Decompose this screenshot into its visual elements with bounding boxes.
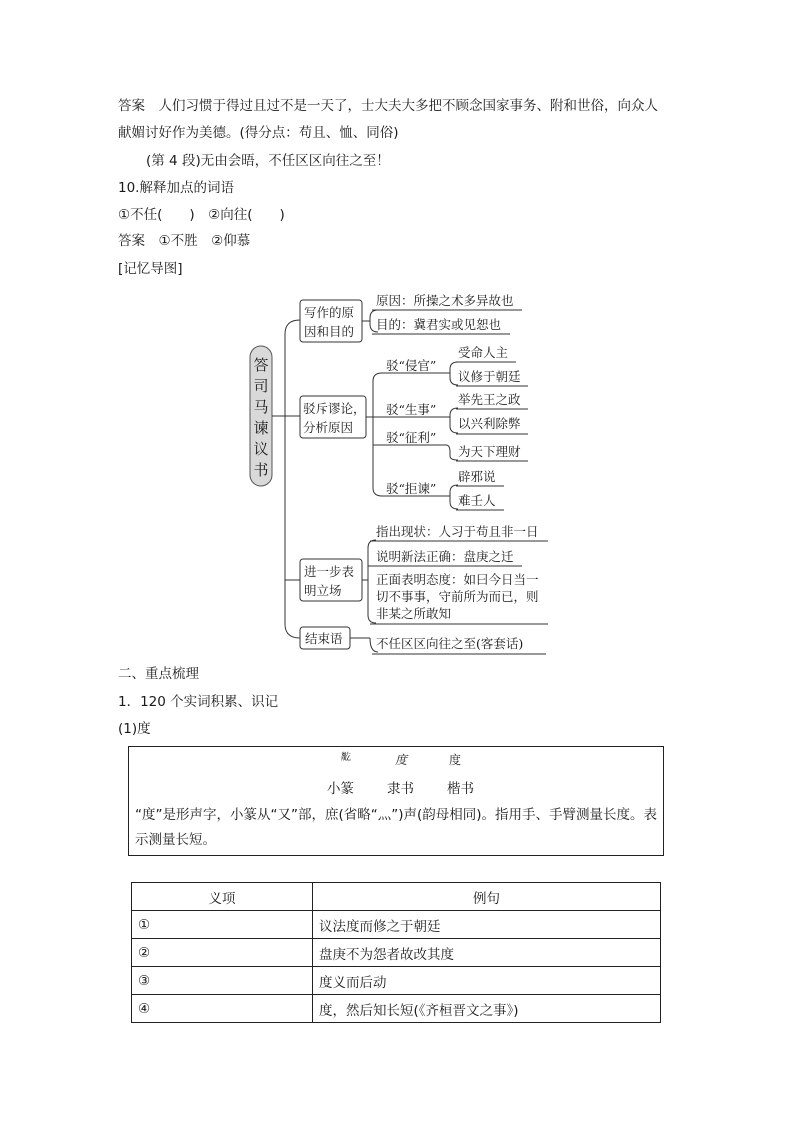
- row-2-example: 盘庚不为怨者故改其度: [313, 939, 661, 967]
- row-3-example: 度义而后动: [313, 967, 661, 995]
- memory-map-label: [记忆导图]: [118, 261, 183, 277]
- header-meaning: 义项: [132, 883, 313, 911]
- row-2-index: ②: [132, 939, 313, 967]
- leaf-taidu-3: 非某之所敢知: [376, 606, 452, 621]
- leaf-ketaohua: 不任区区向往之至(客套话): [376, 636, 524, 651]
- leaf-shouming: 受命人主: [458, 345, 509, 360]
- table-row: [132, 939, 661, 967]
- branch-3-label-a: 进一步表: [304, 564, 355, 579]
- question-answer: 答案 ①不胜 ②仰慕: [118, 233, 251, 249]
- row-1-example: 议法度而修之于朝廷: [313, 911, 661, 939]
- table-row: [132, 911, 661, 939]
- script-label-clerical: 隶书: [387, 781, 414, 797]
- glyph-seal: 𢇓: [341, 752, 351, 763]
- question-title: 10.解释加点的词语: [118, 180, 234, 196]
- leaf-taidu-1: 正面表明态度：如曰今日当一: [376, 572, 539, 587]
- script-label-seal: 小篆: [327, 781, 354, 797]
- branch-1-label-a: 写作的原: [304, 305, 355, 320]
- root-char: 马: [253, 398, 269, 416]
- root-char: 司: [253, 377, 269, 395]
- group-shengshi-label: 驳“生事”: [386, 402, 437, 417]
- leaf-reason: 原因：所操之术多异故也: [376, 293, 514, 308]
- branch-4-label: 结束语: [305, 631, 343, 646]
- row-1-index: ①: [132, 911, 313, 939]
- etymology-box: [128, 746, 664, 856]
- table-row: [132, 995, 661, 1023]
- glyph-regular: 度: [449, 753, 462, 767]
- group-qinguan-label: 驳“侵官”: [386, 358, 437, 373]
- quote-line: (第 4 段)无由会晤，不任区区向往之至！: [146, 153, 390, 169]
- branch-2-label-a: 驳斥谬论，: [303, 401, 366, 416]
- group-zhengli-label: 驳“征利”: [386, 430, 437, 445]
- header-example: 例句: [313, 883, 661, 911]
- row-4-index: ④: [132, 995, 313, 1023]
- leaf-xieshuo: 辟邪说: [458, 469, 496, 484]
- leaf-renren: 难壬人: [458, 493, 496, 508]
- root-char: 答: [253, 356, 269, 374]
- row-4-example: 度，然后知长短(《齐桓晋文之事》): [313, 995, 661, 1023]
- word-entry: (1)度: [118, 721, 151, 737]
- glyph-clerical: 度: [395, 753, 408, 767]
- branch-2-label-b: 分析原因: [303, 420, 354, 435]
- leaf-yixiu: 议修于朝廷: [458, 369, 521, 384]
- branch-1-label-b: 因和目的: [304, 324, 355, 339]
- leaf-xingli: 以兴利除弊: [458, 416, 521, 431]
- script-label-regular: 楷书: [447, 781, 474, 797]
- table-header-row: [132, 883, 661, 911]
- leaf-xinfa: 说明新法正确：盘庚之迁: [376, 549, 514, 564]
- branch-3-label-b: 明立场: [304, 583, 342, 598]
- answer-line-2: 献媚讨好作为美德。(得分点：苟且、恤、同俗): [118, 125, 399, 141]
- leaf-xianzhuang: 指出现状：人习于苟且非一日: [376, 524, 539, 539]
- leaf-juxian: 举先王之政: [458, 392, 521, 407]
- leaf-purpose: 目的：冀君实或见恕也: [376, 317, 502, 332]
- root-char: 谏: [253, 419, 269, 437]
- leaf-taidu-2: 切不事事，守前所为而已，则: [376, 589, 539, 604]
- table-row: [132, 967, 661, 995]
- group-jujian-label: 驳“拒谏”: [386, 481, 437, 496]
- meaning-table: [131, 882, 661, 1023]
- row-3-index: ③: [132, 967, 313, 995]
- question-options: ①不任( ) ②向往( ): [118, 207, 285, 223]
- root-char: 书: [253, 461, 269, 479]
- answer-line-1: 答案 人们习惯于得过且过不是一天了，士大夫大多把不顾念国家事务、附和世俗，向众人: [118, 98, 658, 114]
- etymology-text: “度”是形声字，小篆从“又”部，庶(省略“灬”)声(韵母相同)。指用手、手臂测量长度。表示测量长短。: [135, 807, 658, 848]
- leaf-licai: 为天下理财: [458, 444, 521, 459]
- subsection-heading: 1．120 个实词积累、识记: [118, 694, 279, 710]
- root-char: 议: [253, 440, 269, 458]
- section-heading: 二、重点梳理: [118, 666, 199, 682]
